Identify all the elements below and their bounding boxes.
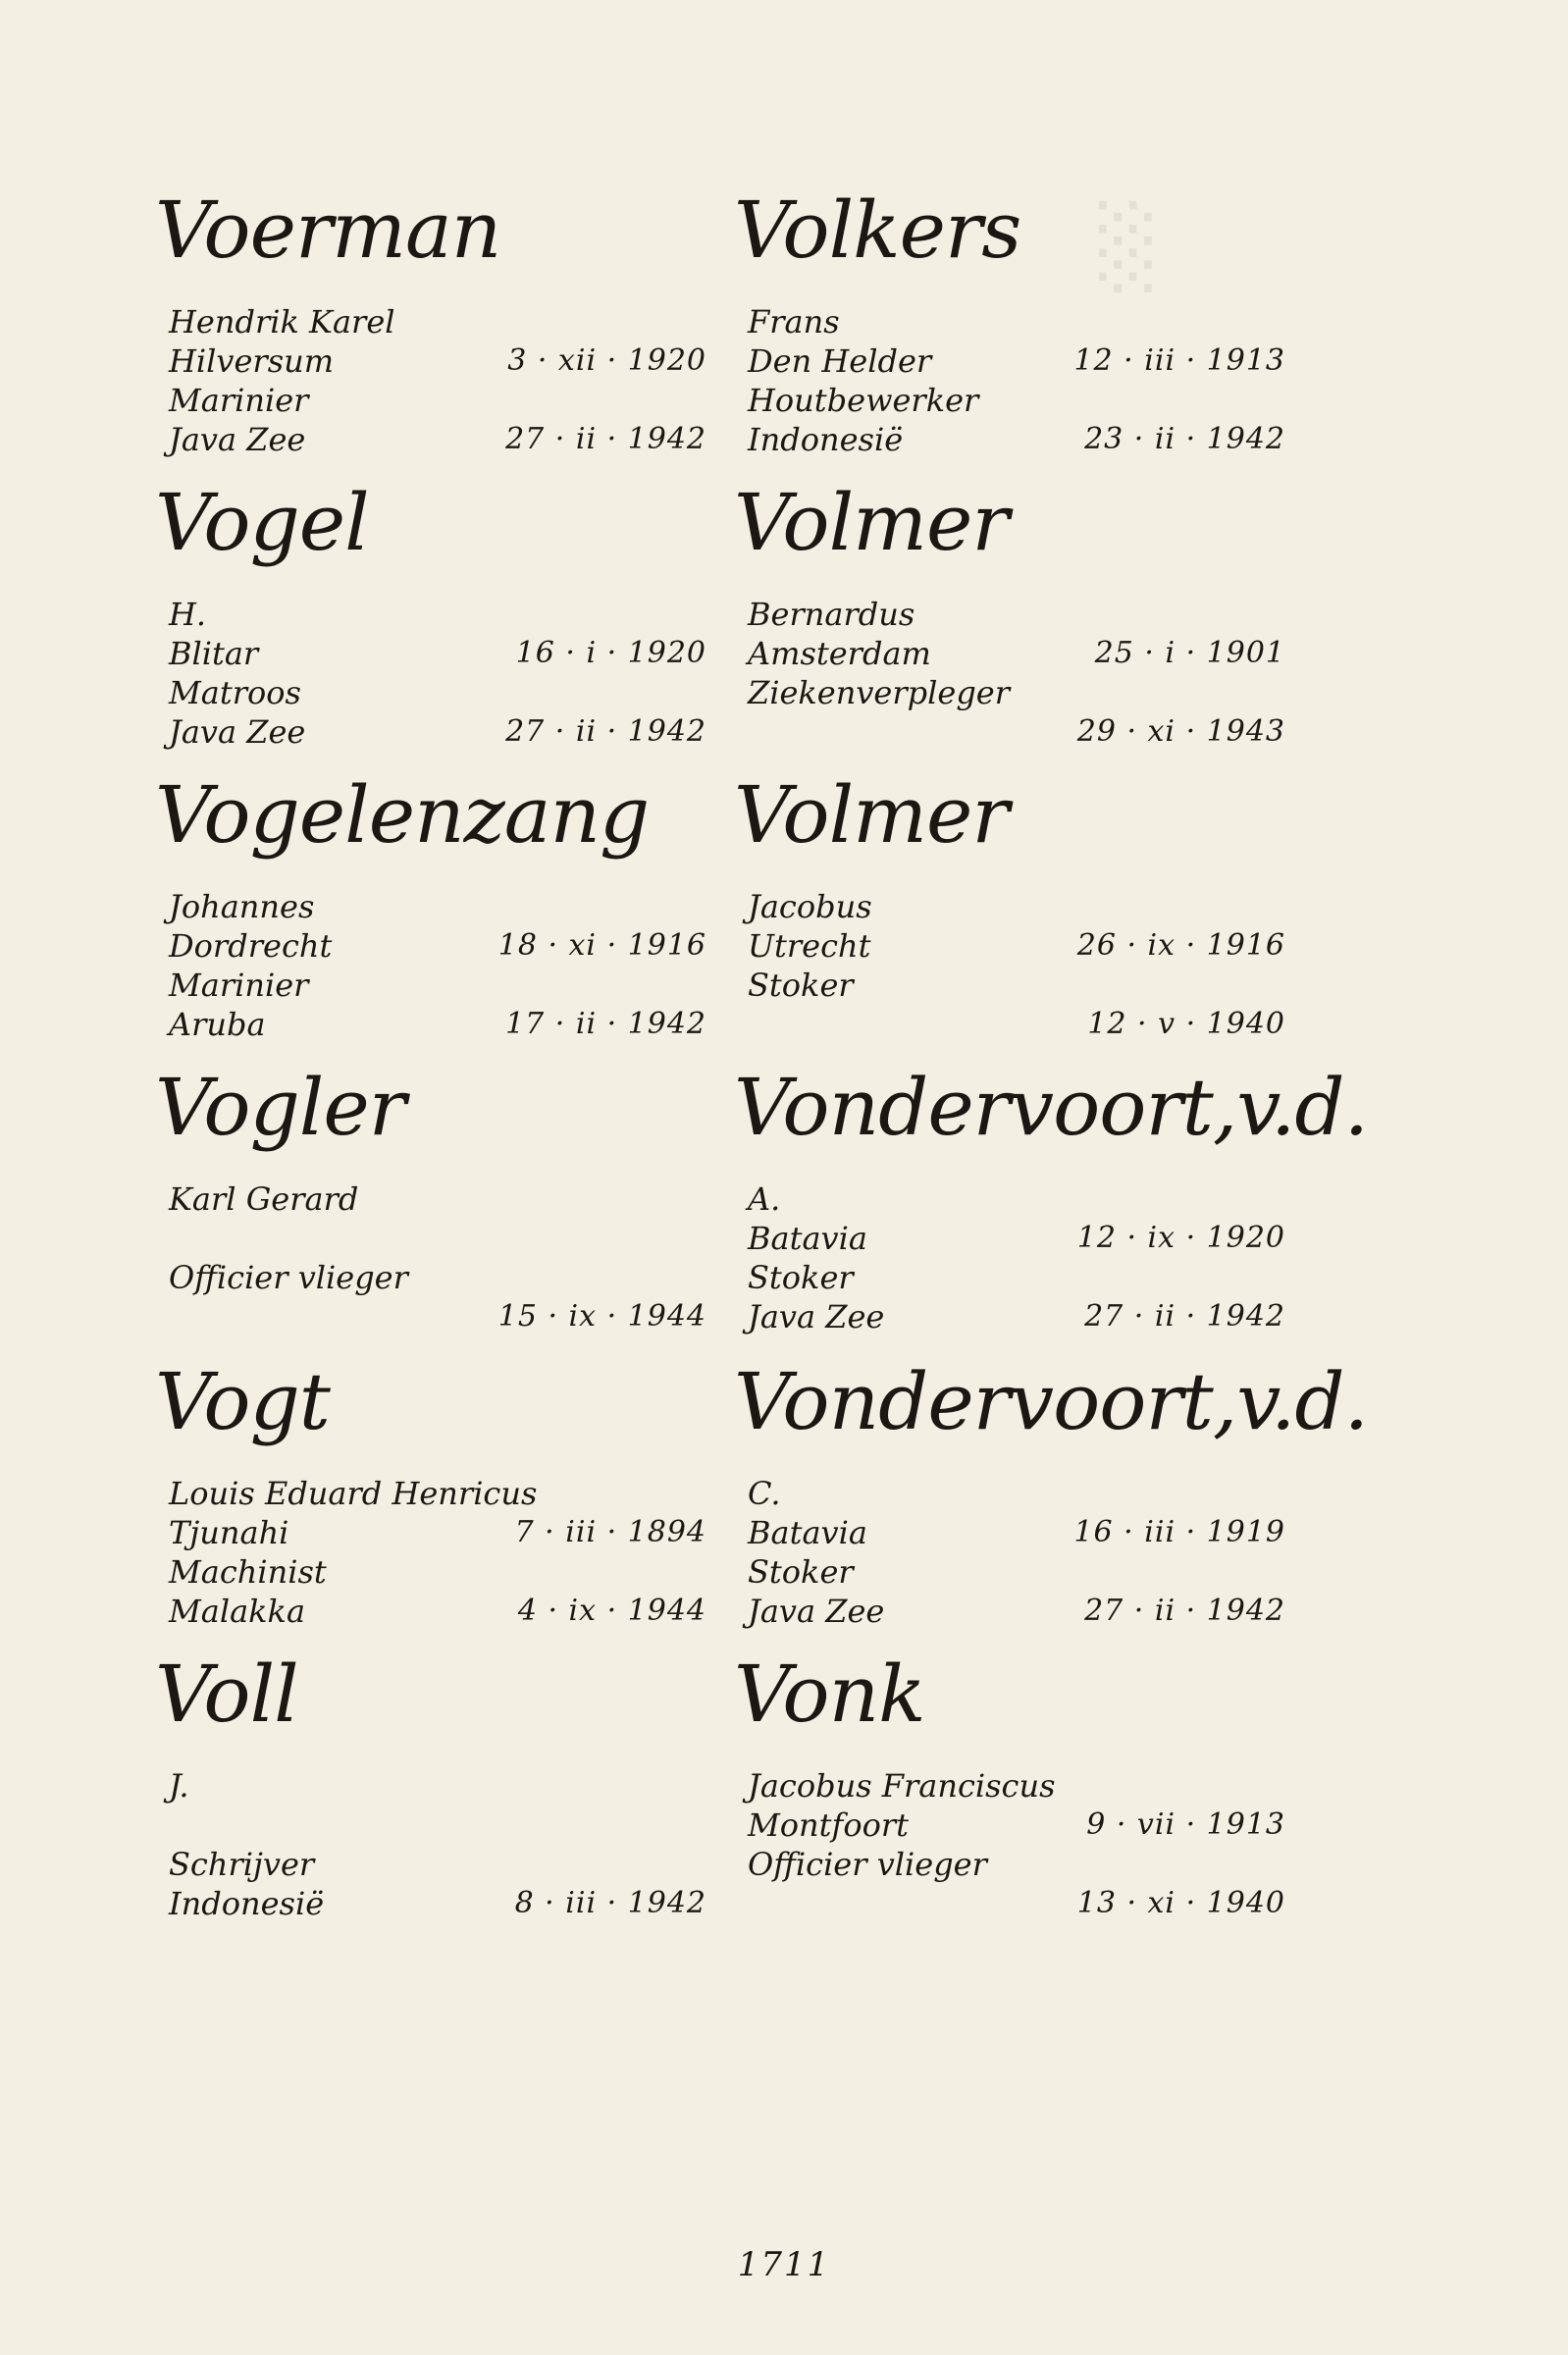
detail-line <box>748 1845 1285 1884</box>
detail-line <box>169 926 706 966</box>
detail-line <box>169 712 706 752</box>
entry-details <box>169 887 706 1044</box>
place-of-death: Java Zee <box>169 421 306 458</box>
death-date: 29 · xi · 1943 <box>1076 714 1285 749</box>
detail-line <box>169 1258 706 1297</box>
death-date: 4 · ix · 1944 <box>517 1594 706 1628</box>
entry-vonk <box>734 1648 1325 1920</box>
entry-details <box>169 1474 706 1631</box>
birthplace: Montfoort <box>748 1806 910 1844</box>
detail-line <box>748 595 1285 634</box>
birthplace: Den Helder <box>748 342 932 380</box>
entry-details <box>748 1179 1285 1336</box>
entry-volkers <box>734 184 1325 458</box>
detail-line <box>748 1884 1285 1923</box>
first-names: H. <box>169 596 207 633</box>
rank: Officier vlieger <box>748 1846 987 1883</box>
detail-line <box>169 381 706 420</box>
rank: Schrijver <box>169 1846 315 1883</box>
death-date: 23 · ii · 1942 <box>1084 422 1285 456</box>
first-names: Karl Gerard <box>169 1180 359 1218</box>
detail-line <box>169 420 706 459</box>
entry-details <box>169 302 706 459</box>
place-of-death: Indonesië <box>748 421 904 458</box>
first-names: Hendrik Karel <box>169 303 395 340</box>
death-date: 12 · v · 1940 <box>1087 1007 1285 1041</box>
entry-vondervoort-a <box>734 1062 1369 1335</box>
rank: Matroos <box>169 674 301 711</box>
place-of-death: Java Zee <box>748 1593 885 1630</box>
rank: Marinier <box>169 967 309 1004</box>
entry-details <box>748 302 1285 459</box>
detail-line <box>748 1806 1285 1845</box>
birth-date: 25 · i · 1901 <box>1094 636 1285 670</box>
place-of-death: Java Zee <box>748 1298 885 1335</box>
entry-volmer-bernardus <box>734 477 1325 749</box>
detail-line <box>748 1592 1285 1631</box>
surname: Vogelenzang <box>155 769 650 861</box>
place-of-death: Java Zee <box>169 713 306 751</box>
entry-details <box>748 595 1285 752</box>
detail-line <box>748 302 1285 341</box>
detail-line <box>748 887 1285 926</box>
rank: Stoker <box>748 1553 854 1591</box>
detail-line <box>748 1513 1285 1552</box>
death-date: 27 · ii · 1942 <box>1084 1299 1285 1334</box>
detail-line <box>169 341 706 381</box>
place-of-death: Aruba <box>169 1006 266 1043</box>
birthplace: Utrecht <box>748 927 871 965</box>
rank: Ziekenverpleger <box>748 674 1011 711</box>
bleed-through-shadow: ░ <box>1099 201 1160 292</box>
surname: Voerman <box>155 184 501 276</box>
detail-line <box>748 381 1285 420</box>
birth-date: 12 · iii · 1913 <box>1073 343 1285 378</box>
detail-line <box>748 673 1285 712</box>
birthplace: Batavia <box>748 1514 867 1551</box>
detail-line <box>748 712 1285 752</box>
detail-line <box>169 634 706 673</box>
first-names: Johannes <box>169 888 315 925</box>
detail-line <box>748 634 1285 673</box>
detail-line <box>169 887 706 926</box>
rank: Marinier <box>169 382 309 419</box>
first-names: J. <box>169 1767 189 1805</box>
detail-line <box>169 1766 706 1806</box>
birth-date: 16 · i · 1920 <box>515 636 706 670</box>
birthplace: Hilversum <box>169 342 335 380</box>
birthplace: Tjunahi <box>169 1514 289 1551</box>
detail-line <box>748 1766 1285 1806</box>
death-date: 13 · xi · 1940 <box>1076 1886 1285 1920</box>
death-date: 27 · ii · 1942 <box>505 422 706 456</box>
place-of-death: Malakka <box>169 1593 306 1630</box>
surname: Volmer <box>734 769 1009 861</box>
birth-date: 12 · ix · 1920 <box>1076 1221 1285 1255</box>
first-names: A. <box>748 1180 781 1218</box>
surname: Vondervoort,v.d. <box>734 1062 1369 1153</box>
rank: Stoker <box>748 967 854 1004</box>
birthplace: Blitar <box>169 635 259 672</box>
surname: Vonk <box>734 1648 925 1740</box>
birthplace: Batavia <box>748 1220 867 1257</box>
detail-line <box>748 1258 1285 1297</box>
detail-line <box>748 1179 1285 1219</box>
rank: Machinist <box>169 1553 327 1591</box>
entry-details <box>748 887 1285 1044</box>
detail-line <box>169 1845 706 1884</box>
surname: Voll <box>155 1648 298 1740</box>
detail-line <box>748 341 1285 381</box>
rank: Stoker <box>748 1259 854 1296</box>
surname: Vogt <box>155 1356 330 1447</box>
birthplace: Amsterdam <box>748 635 931 672</box>
rank: Officier vlieger <box>169 1259 408 1296</box>
entry-voll <box>155 1648 746 1922</box>
detail-line <box>748 1552 1285 1592</box>
surname: Volkers <box>734 184 1021 276</box>
birth-date: 7 · iii · 1894 <box>514 1515 706 1549</box>
entry-vogler <box>155 1062 746 1334</box>
first-names: Jacobus <box>748 888 872 925</box>
birth-date: 16 · iii · 1919 <box>1073 1515 1285 1549</box>
first-names: Frans <box>748 303 840 340</box>
death-date: 8 · iii · 1942 <box>514 1886 706 1920</box>
death-date: 15 · ix · 1944 <box>497 1299 706 1334</box>
detail-line <box>169 595 706 634</box>
birth-date: 26 · ix · 1916 <box>1076 928 1285 963</box>
page-number: 1711 <box>737 2245 831 2284</box>
detail-line <box>748 1005 1285 1044</box>
entry-details <box>169 1766 706 1923</box>
detail-line <box>748 1297 1285 1336</box>
detail-line <box>169 1219 706 1258</box>
entry-vogel <box>155 477 746 751</box>
detail-line <box>169 1592 706 1631</box>
detail-line <box>169 1005 706 1044</box>
detail-line <box>748 966 1285 1005</box>
detail-line <box>169 1884 706 1923</box>
entry-vogelenzang <box>155 769 746 1043</box>
detail-line <box>748 420 1285 459</box>
detail-line <box>748 1219 1285 1258</box>
detail-line <box>169 302 706 341</box>
birth-date: 9 · vii · 1913 <box>1086 1807 1285 1842</box>
birthplace: Dordrecht <box>169 927 333 965</box>
entry-details <box>169 1179 706 1336</box>
entry-details <box>748 1766 1285 1923</box>
death-date: 27 · ii · 1942 <box>1084 1594 1285 1628</box>
place-of-death: Indonesië <box>169 1885 325 1922</box>
first-names: Jacobus Franciscus <box>748 1767 1056 1805</box>
birth-date: 18 · xi · 1916 <box>497 928 706 963</box>
detail-line <box>169 673 706 712</box>
detail-line <box>169 1806 706 1845</box>
death-date: 27 · ii · 1942 <box>505 714 706 749</box>
rank: Houtbewerker <box>748 382 979 419</box>
entry-details <box>169 595 706 752</box>
death-date: 17 · ii · 1942 <box>505 1007 706 1041</box>
entry-voerman <box>155 184 746 458</box>
detail-line <box>169 1179 706 1219</box>
birth-date: 3 · xii · 1920 <box>507 343 706 378</box>
detail-line <box>748 1474 1285 1513</box>
surname: Vondervoort,v.d. <box>734 1356 1369 1447</box>
first-names: Louis Eduard Henricus <box>169 1475 538 1512</box>
surname: Vogel <box>155 477 369 568</box>
surname: Volmer <box>734 477 1009 568</box>
detail-line <box>748 926 1285 966</box>
detail-line <box>169 966 706 1005</box>
detail-line <box>169 1474 706 1513</box>
detail-line <box>169 1297 706 1336</box>
entry-vondervoort-c <box>734 1356 1369 1630</box>
first-names: Bernardus <box>748 596 915 633</box>
entry-volmer-jacobus <box>734 769 1325 1041</box>
detail-line <box>169 1513 706 1552</box>
detail-line <box>169 1552 706 1592</box>
entry-vogt <box>155 1356 746 1630</box>
first-names: C. <box>748 1475 781 1512</box>
surname: Vogler <box>155 1062 405 1153</box>
entry-details <box>748 1474 1285 1631</box>
